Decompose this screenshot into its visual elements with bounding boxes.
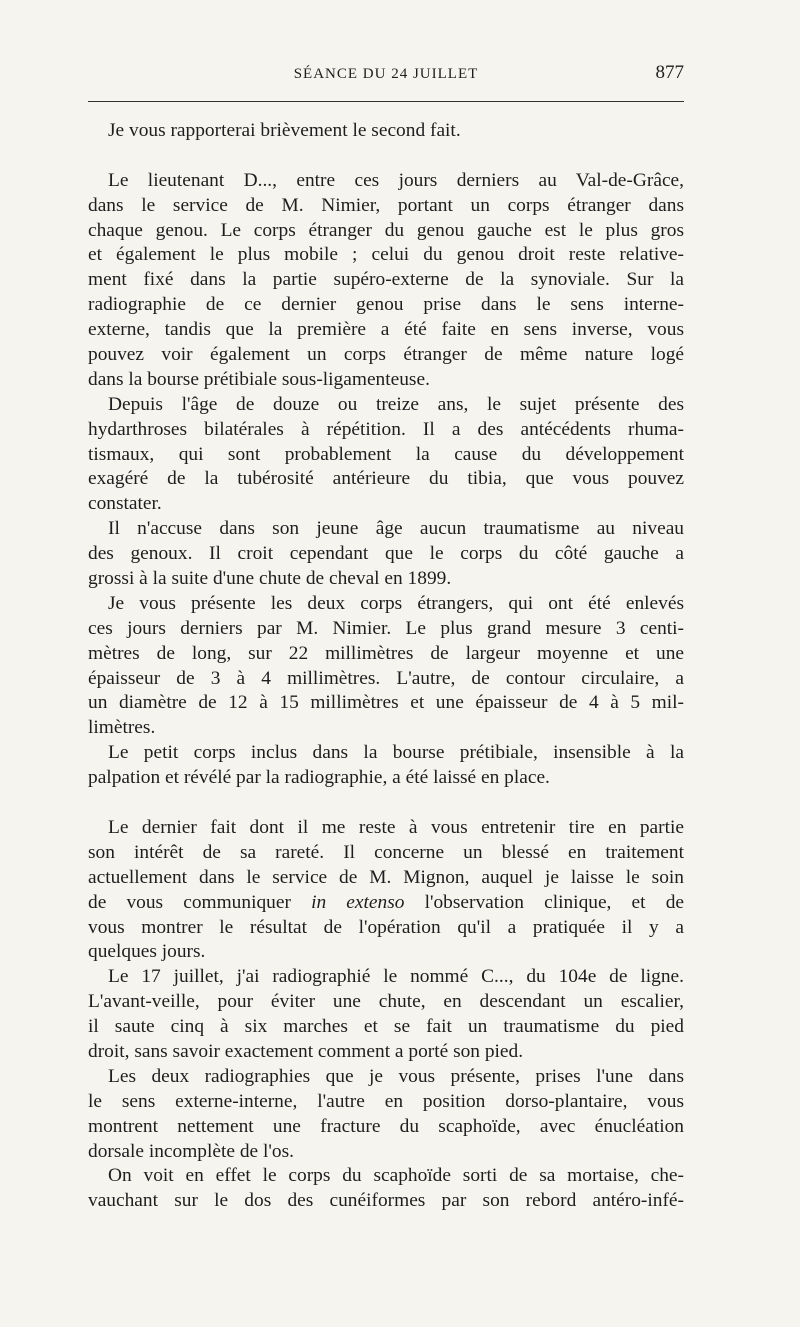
text-line: Le dernier fait dont il me reste à vous entretenir tire en partie: [108, 816, 684, 838]
paragraph: [88, 965, 684, 1065]
text-line: mètres de long, sur 22 millimètres de largeur moyenne et une: [88, 642, 684, 664]
text-line: des genoux. Il croit cependant que le corps du côté gauche a: [88, 543, 684, 565]
text-line: Depuis l'âge de douze ou treize ans, le sujet présente des: [108, 393, 684, 415]
paragraph: [88, 1164, 684, 1214]
text-line: un diamètre de 12 à 15 millimètres et une épaisseur de 4 à 5 mil-: [88, 692, 684, 714]
paragraph: [88, 119, 684, 144]
text-line: pouvez voir également un corps étranger de même nature logé: [88, 344, 684, 366]
text-line: actuellement dans le service de M. Mignon, auquel je laisse le soin: [88, 866, 684, 888]
paragraph: [88, 393, 684, 517]
text-line: ces jours derniers par M. Nimier. Le plus grand mesure 3 centi-: [88, 617, 684, 639]
text-line: palpation et révélé par la radiographie, a été laissé en place.: [88, 767, 550, 789]
body-text: [88, 119, 684, 1214]
text-line: droit, sans savoir exactement comment a porté son pied.: [88, 1040, 524, 1062]
italic-phrase: in extenso: [311, 891, 405, 913]
text-line: le sens externe-interne, l'autre en position dorso-plantaire, vous: [88, 1090, 684, 1112]
text-line: épaisseur de 3 à 4 millimètres. L'autre, de contour circulaire, a: [88, 667, 684, 689]
text-line: Il n'accuse dans son jeune âge aucun traumatisme au niveau: [108, 518, 684, 540]
text-line: L'avant-veille, pour éviter une chute, en descendant un escalier,: [88, 991, 684, 1013]
paragraph: [88, 592, 684, 741]
paragraph: [88, 517, 684, 592]
text-line: il saute cinq à six marches et se fait un traumatisme du pied: [88, 1016, 684, 1038]
text-fragment: l'observation clinique, et de: [424, 891, 684, 913]
paragraph: [88, 816, 684, 965]
text-line: son intérêt de sa rareté. Il concerne un blessé en traitement: [88, 841, 684, 863]
text-line: montrent nettement une fracture du scaphoïde, avec énucléation: [88, 1115, 684, 1137]
text-line: limètres.: [88, 717, 156, 739]
text-line: quelques jours.: [88, 941, 206, 963]
text-line: Les deux radiographies que je vous présente, prises l'une dans: [108, 1065, 684, 1087]
header-rule: [88, 101, 684, 102]
text-line: chaque genou. Le corps étranger du genou gauche est le plus gros: [88, 219, 684, 241]
text-line: radiographie de ce dernier genou prise dans le sens interne-: [88, 294, 684, 316]
paragraph: [88, 1065, 684, 1165]
text-line: et également le plus mobile ; celui du genou droit reste relative-: [88, 244, 684, 266]
paragraph-gap: [88, 144, 684, 169]
text-line: dans le service de M. Nimier, portant un corps étranger dans: [88, 194, 684, 216]
running-head: [88, 62, 684, 92]
text-line: [88, 891, 684, 916]
text-line: vous montrer le résultat de l'opération qu'il a pratiquée il y a: [88, 916, 684, 938]
text-line: On voit en effet le corps du scaphoïde sorti de sa mortaise, che-: [108, 1165, 684, 1187]
text-line: Le 17 juillet, j'ai radiographié le nommé C..., du 104e de ligne.: [108, 966, 684, 988]
text-line: Le petit corps inclus dans la bourse prétibiale, insensible à la: [108, 742, 684, 764]
text-line: tismaux, qui sont probablement la cause du développement: [88, 443, 684, 465]
page-number: 877: [655, 62, 684, 83]
text-line: Je vous présente les deux corps étrangers, qui ont été enlevés: [108, 592, 684, 614]
text-line: grossi à la suite d'une chute de cheval en 1899.: [88, 568, 452, 590]
text-line: externe, tandis que la première a été faite en sens inverse, vous: [88, 319, 684, 341]
text-line: dorsale incomplète de l'os.: [88, 1140, 294, 1162]
text-line: constater.: [88, 493, 162, 515]
paragraph-gap: [88, 791, 684, 816]
text-line: Le lieutenant D..., entre ces jours derniers au Val-de-Grâce,: [108, 169, 684, 191]
running-title: SÉANCE DU 24 JUILLET: [293, 66, 479, 82]
text-line: hydarthroses bilatérales à répétition. Il a des antécédents rhuma-: [88, 418, 684, 440]
text-line: vauchant sur le dos des cunéiformes par son rebord antéro-infé-: [88, 1190, 684, 1212]
paragraph: [88, 169, 684, 393]
text-line: Je vous rapporterai brièvement le second fait.: [108, 120, 461, 141]
paragraph: [88, 741, 684, 791]
text-line: ment fixé dans la partie supéro-externe de la synoviale. Sur la: [88, 269, 684, 291]
text-fragment: de vous communiquer: [88, 891, 291, 913]
text-line: dans la bourse prétibiale sous-ligamenteuse.: [88, 368, 430, 390]
text-line: exagéré de la tubérosité antérieure du tibia, que vous pouvez: [88, 468, 684, 490]
